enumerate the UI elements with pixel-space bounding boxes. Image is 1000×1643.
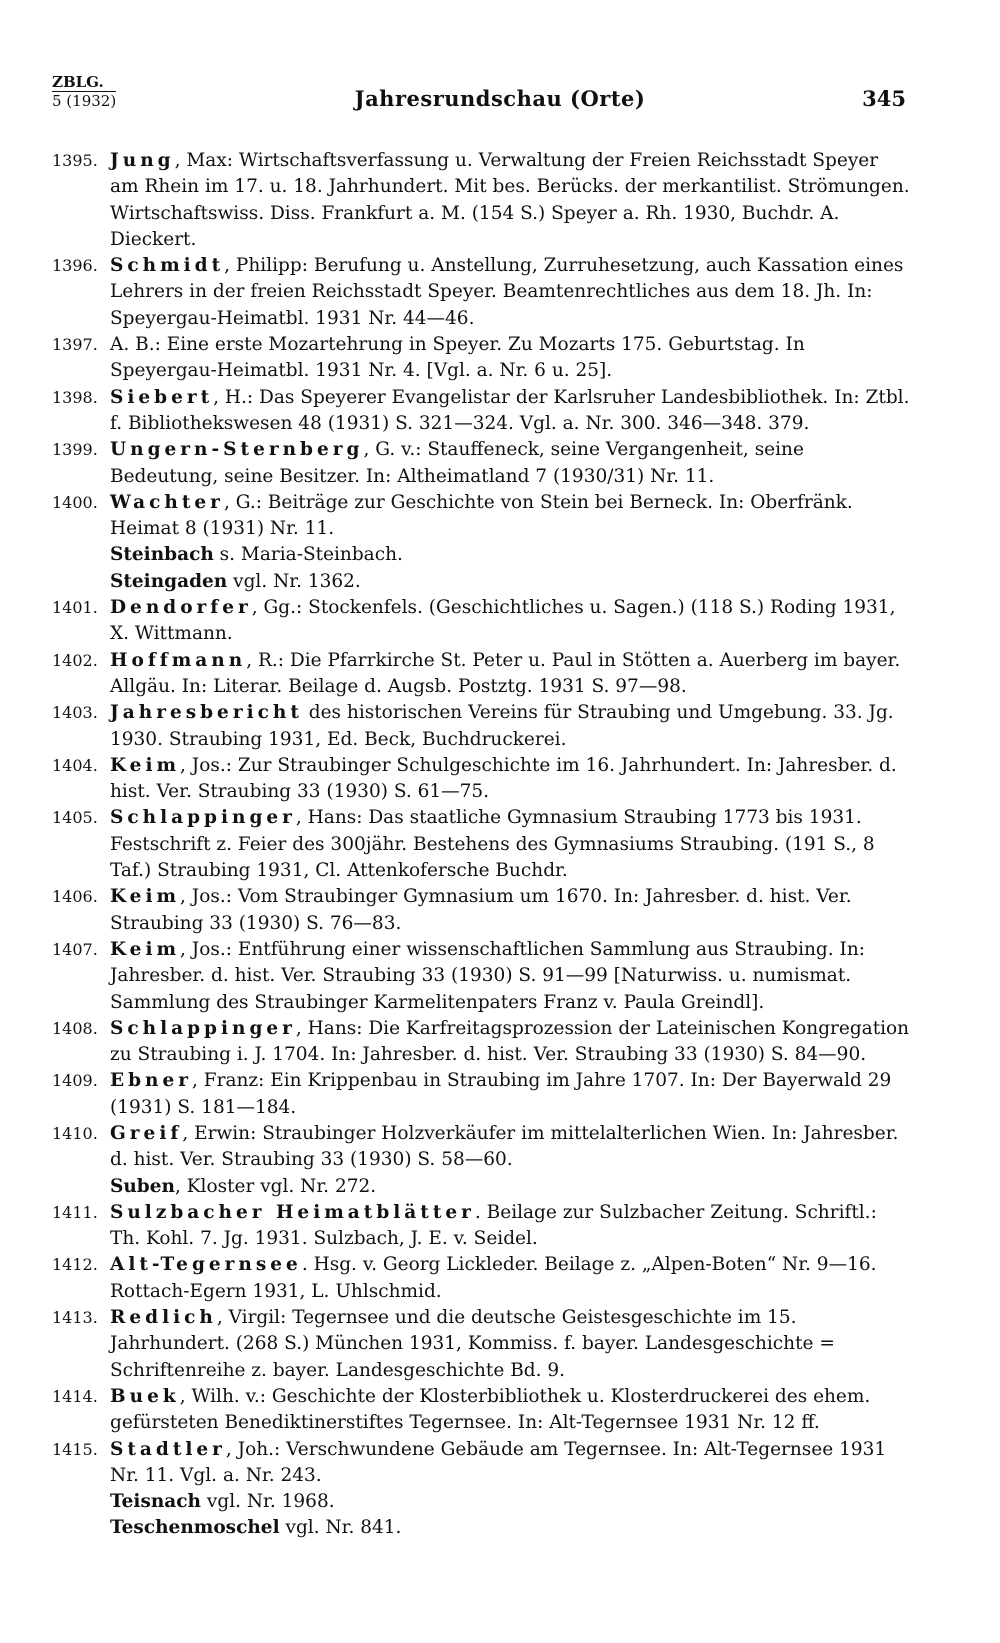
entry-author: Alt-Tegernsee bbox=[110, 1254, 302, 1276]
entry-author: Schlappinger bbox=[110, 1017, 296, 1039]
entry-text: , Max: Wirtschaftsverfassung u. Verwaltung der Freien Reichsstadt Speyer am Rhein im 17. u. 18. Jahrhundert. Mit bes. Berücks. der merkantilist. Strömungen. Wirtschaftswiss. Diss. Frankfurt a. M. (154 S.) Speyer a. Rh. 1930, Buchdr. A. Dieckert. bbox=[110, 150, 910, 250]
entry-number: 1400. bbox=[52, 492, 98, 512]
entry-text: , Franz: Ein Krippenbau in Straubing im Jahre 1707. In: Der Bayerwald 29 (1931) S. 181—184. bbox=[110, 1070, 892, 1118]
cross-reference-text: , Kloster vgl. Nr. 272. bbox=[174, 1175, 377, 1197]
bibliography-entry bbox=[52, 1121, 912, 1174]
entry-author: Redlich bbox=[110, 1307, 217, 1329]
entry-text: , H.: Das Speyerer Evangelistar der Karlsruher Landesbibliothek. In: Ztbl. f. Bibliothekswesen 48 (1931) S. 321—324. Vgl. a. Nr. 300. 346—348. 379. bbox=[110, 386, 910, 434]
cross-reference bbox=[52, 542, 912, 568]
page-title: Jahresrundschau (Orte) bbox=[354, 86, 646, 111]
cross-reference bbox=[52, 569, 912, 595]
entry-author: Schlappinger bbox=[110, 807, 296, 829]
page-number: 345 bbox=[862, 86, 906, 111]
entry-number: 1404. bbox=[52, 755, 98, 775]
entry-text: , Gg.: Stockenfels. (Geschichtliches u. Sagen.) (118 S.) Roding 1931, X. Wittmann. bbox=[110, 597, 896, 645]
entry-text: , Jos.: Zur Straubinger Schulgeschichte im 16. Jahrhundert. In: Jahresber. d. hist. Ver. Straubing 33 (1930) S. 61—75. bbox=[110, 754, 897, 803]
cross-reference-text: vgl. Nr. 1968. bbox=[201, 1491, 335, 1513]
bibliography-entry bbox=[52, 700, 912, 753]
entry-text: , Virgil: Tegernsee und die deutsche Geistesgeschichte im 15. Jahrhundert. (268 S.) München 1931, Kommiss. f. bayer. Landesgeschichte = Schriftenreihe z. bayer. Landesgeschichte Bd. 9. bbox=[110, 1307, 835, 1381]
bibliography-entry bbox=[52, 648, 912, 701]
entry-author: Keim bbox=[110, 886, 181, 908]
entry-text: . Hsg. v. Georg Lickleder. Beilage z. „Alpen-Boten“ Nr. 9—16. Rottach-Egern 1931, L. Uhlschmid. bbox=[110, 1254, 877, 1302]
cross-reference bbox=[52, 1489, 912, 1515]
entry-text: , Philipp: Berufung u. Anstellung, Zurruhesetzung, auch Kassation eines Lehrers in der freien Reichsstadt Speyer. Beamtenrechtliches aus dem 18. Jh. In: Speyergau-Heimatbl. 1931 Nr. 44—46. bbox=[110, 255, 904, 329]
bibliography-entry bbox=[52, 1384, 912, 1437]
bibliography-entry bbox=[52, 1252, 912, 1305]
entry-text: , Joh.: Verschwundene Gebäude am Tegernsee. In: Alt-Tegernsee 1931 Nr. 11. Vgl. a. Nr. 243. bbox=[110, 1438, 887, 1486]
bibliography-entry bbox=[52, 595, 912, 648]
entry-text: des historischen Vereins für Straubing und Umgebung. 33. Jg. 1930. Straubing 1931, Ed. Beck, Buchdruckerei. bbox=[110, 702, 894, 750]
entry-number: 1403. bbox=[52, 703, 98, 723]
entry-number: 1399. bbox=[52, 440, 98, 460]
entry-author: Keim bbox=[110, 754, 181, 776]
entry-text: , Wilh. v.: Geschichte der Klosterbibliothek u. Klosterdruckerei des ehem. gefürsteten Benediktinerstiftes Tegernsee. In: Alt-Tegernsee 1931 Nr. 12 ff. bbox=[110, 1385, 871, 1434]
entry-text: A. B.: Eine erste Mozartehrung in Speyer. Zu Mozarts 175. Geburtstag. In Speyergau-Heimatbl. 1931 Nr. 4. [Vgl. a. Nr. 6 u. 25]. bbox=[110, 334, 805, 382]
entry-text: , R.: Die Pfarrkirche St. Peter u. Paul in Stötten a. Auerberg im bayer. Allgäu. In: Literar. Beilage d. Augsb. Postztg. 1931 S. 97—98. bbox=[110, 649, 901, 697]
entry-number: 1409. bbox=[52, 1071, 98, 1091]
entry-number: 1401. bbox=[52, 598, 98, 618]
cross-reference-text: s. Maria-Steinbach. bbox=[213, 544, 403, 566]
entry-author: Siebert bbox=[110, 386, 214, 408]
bibliography-entry bbox=[52, 1068, 912, 1121]
entry-text: , Jos.: Entführung einer wissenschaftlichen Sammlung aus Straubing. In: Jahresber. d. hist. Ver. Straubing 33 (1930) S. 91—99 [Naturwiss. u. numismat. Sammlung des Straubinger Karmelitenpaters Franz v. Paula Greindl]. bbox=[110, 938, 865, 1013]
entry-number: 1395. bbox=[52, 151, 98, 170]
entry-number: 1402. bbox=[52, 650, 98, 670]
entry-author: Wachter bbox=[110, 491, 224, 513]
entry-author: Stadtler bbox=[110, 1438, 226, 1460]
entry-text: , Jos.: Vom Straubinger Gymnasium um 1670. In: Jahresber. d. hist. Ver. Straubing 33 (1930) S. 76—83. bbox=[110, 886, 852, 934]
bibliography-entry bbox=[52, 805, 912, 884]
entry-number: 1405. bbox=[52, 808, 98, 828]
entry-author: Schmidt bbox=[110, 255, 225, 277]
entry-number: 1411. bbox=[52, 1202, 98, 1222]
entry-author: Dendorfer bbox=[110, 597, 252, 619]
entry-number: 1407. bbox=[52, 939, 98, 959]
bibliography-list bbox=[52, 148, 912, 1542]
bibliography-entry bbox=[52, 937, 912, 1016]
place-name: Steinbach bbox=[110, 544, 214, 566]
cross-reference bbox=[52, 1515, 912, 1541]
journal-name: ZBLG. bbox=[52, 73, 104, 91]
bibliography-entry bbox=[52, 437, 912, 490]
bibliography-entry bbox=[52, 490, 912, 543]
place-name: Teschenmoschel bbox=[110, 1517, 280, 1539]
entry-text: , G.: Beiträge zur Geschichte von Stein bei Berneck. In: Oberfränk. Heimat 8 (1931) Nr. 11. bbox=[110, 491, 853, 540]
entry-author: Sulzbacher Heimatblätter bbox=[110, 1201, 475, 1223]
place-name: Suben bbox=[110, 1175, 175, 1197]
entry-author: Ebner bbox=[110, 1070, 193, 1092]
bibliography-entry bbox=[52, 1305, 912, 1384]
entry-number: 1397. bbox=[52, 335, 98, 355]
entry-number: 1396. bbox=[52, 256, 98, 276]
bibliography-entry bbox=[52, 253, 912, 332]
cross-reference bbox=[52, 1174, 912, 1200]
entry-author: Jahresbericht bbox=[110, 702, 303, 724]
entry-number: 1415. bbox=[52, 1439, 98, 1459]
entry-number: 1408. bbox=[52, 1018, 98, 1038]
entry-author: Buek bbox=[110, 1385, 180, 1407]
entry-number: 1412. bbox=[52, 1255, 98, 1275]
cross-reference-text: vgl. Nr. 1362. bbox=[227, 570, 361, 592]
entry-text: , Erwin: Straubinger Holzverkäufer im mittelalterlichen Wien. In: Jahresber. d. hist. Ver. Straubing 33 (1930) S. 58—60. bbox=[110, 1122, 899, 1171]
journal-volume: 5 (1932) bbox=[52, 92, 117, 110]
bibliography-entry bbox=[52, 884, 912, 937]
entry-author: Hoffmann bbox=[110, 649, 247, 671]
place-name: Steingaden bbox=[110, 570, 228, 592]
entry-number: 1406. bbox=[52, 887, 98, 907]
entry-number: 1414. bbox=[52, 1386, 98, 1406]
bibliography-entry bbox=[52, 753, 912, 806]
entry-text: , Hans: Das staatliche Gymnasium Straubing 1773 bis 1931. Festschrift z. Feier des 300jähr. Bestehens des Gymnasiums Straubing. (191 S., 8 Taf.) Straubing 1931, Cl. Attenkofersche Buchdr. bbox=[110, 807, 875, 882]
bibliography-entry bbox=[52, 1437, 912, 1490]
entry-text: , Hans: Die Karfreitagsprozession der Lateinischen Kongregation zu Straubing i. J. 1704. In: Jahresber. d. hist. Ver. Straubing 33 (1930) S. 84—90. bbox=[110, 1017, 910, 1066]
bibliography-entry bbox=[52, 332, 912, 385]
entry-number: 1398. bbox=[52, 387, 98, 407]
entry-author: Ungern-Sternberg bbox=[110, 439, 364, 461]
bibliography-entry bbox=[52, 1016, 912, 1069]
entry-number: 1413. bbox=[52, 1308, 98, 1328]
entry-number: 1410. bbox=[52, 1123, 98, 1143]
entry-author: Jung bbox=[110, 150, 175, 171]
bibliography-entry bbox=[52, 148, 912, 253]
bibliography-entry bbox=[52, 385, 912, 438]
entry-author: Greif bbox=[110, 1122, 183, 1144]
entry-author: Keim bbox=[110, 938, 181, 960]
entry-text: , G. v.: Stauffeneck, seine Vergangenheit, seine Bedeutung, seine Besitzer. In: Altheimatland 7 (1930/31) Nr. 11. bbox=[110, 439, 804, 487]
place-name: Teisnach bbox=[110, 1491, 202, 1513]
entry-text: . Beilage zur Sulzbacher Zeitung. Schriftl.: Th. Kohl. 7. Jg. 1931. Sulzbach, J. E. v. Seidel. bbox=[110, 1201, 877, 1250]
bibliography-entry bbox=[52, 1200, 912, 1253]
cross-reference-text: vgl. Nr. 841. bbox=[279, 1517, 402, 1539]
